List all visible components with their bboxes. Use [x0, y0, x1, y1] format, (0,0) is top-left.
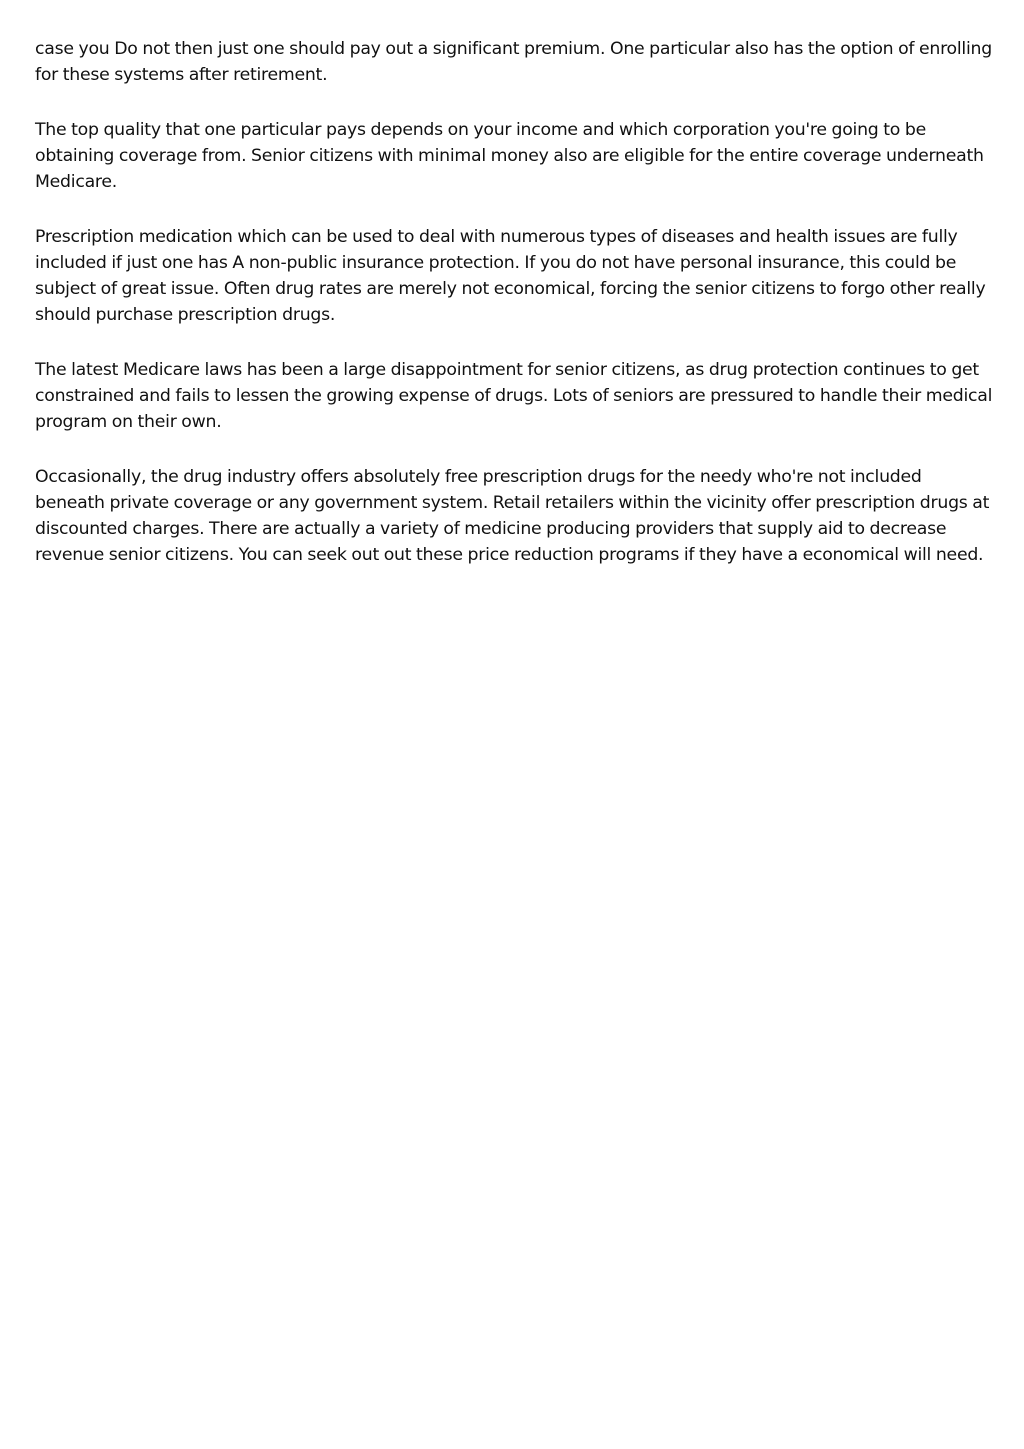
document-page — [35, 36, 995, 597]
paragraph: Occasionally, the drug industry offers absolutely free prescription drugs for the needy who're not included beneath private coverage or any government system. Retail retailers within the vicinity offer prescription drugs at discounted charges. There are actually a variety of medicine producing providers that supply aid to decrease revenue senior citizens. You can seek out out these price reduction programs if they have a economical will need. — [35, 467, 990, 565]
paragraph: The top quality that one particular pays depends on your income and which corporation you're going to be obtaining coverage from. Senior citizens with minimal money also are eligible for the entire coverage underneath Medicare. — [35, 120, 984, 192]
paragraph: The latest Medicare laws has been a large disappointment for senior citizens, as drug protection continues to get constrained and fails to lessen the growing expense of drugs. Lots of seniors are pressured to handle their medical program on their own. — [35, 360, 993, 432]
paragraph: Prescription medication which can be used to deal with numerous types of diseases and health issues are fully included if just one has A non-public insurance protection. If you do not have personal insurance, this could be subject of great issue. Often drug rates are merely not economical, forcing the senior citizens to forgo other really should purchase prescription drugs. — [35, 227, 986, 325]
paragraph: case you Do not then just one should pay out a significant premium. One particular also has the option of enrolling for these systems after retirement. — [35, 39, 992, 85]
